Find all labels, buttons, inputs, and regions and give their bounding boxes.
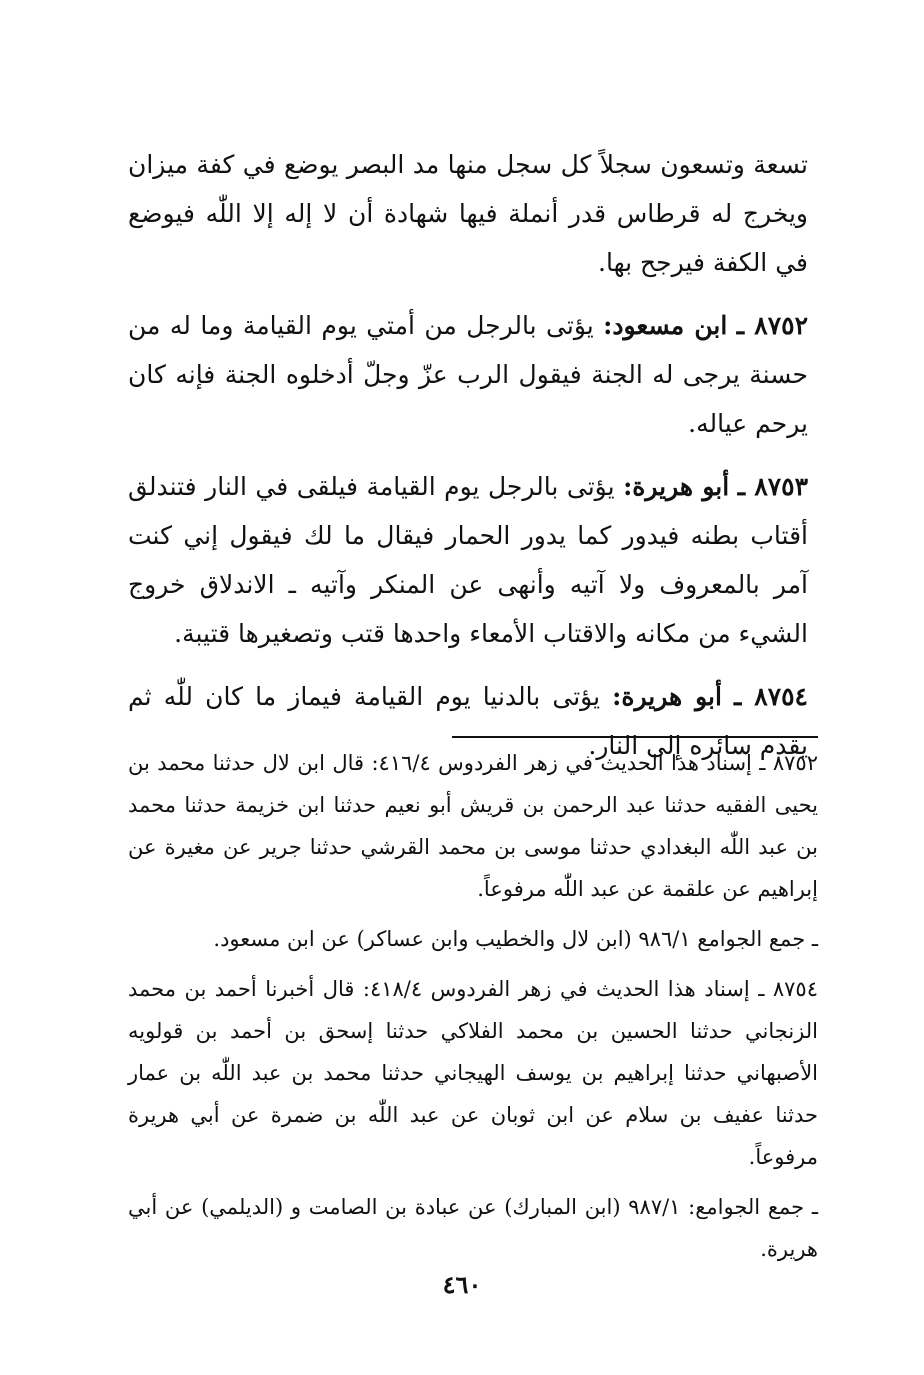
hadith-text: يؤتى بالرجل يوم القيامة فيلقى في النار فتندلق أقتاب بطنه فيدور كما يدور الحمار فيقال ما لك فيقول إني كنت آمر بالمعروف ولا آتيه وأنهى عن المنكر وآتيه ـ الاندلاق خروج الشيء من مكانه والاقتاب الأمعاء واحدها قتب وتصغيرها قتيبة. bbox=[128, 472, 808, 648]
intro-paragraph: تسعة وتسعون سجلاً كل سجل منها مد البصر يوضع في كفة ميزان ويخرج له قرطاس قدر أنملة فيها شهادة أن لا إله إلا اللّٰه فيوضع في الكفة فيرجح بها. bbox=[128, 150, 808, 277]
main-text bbox=[128, 140, 808, 784]
hadith-text: يؤتى بالدنيا يوم القيامة فيماز ما كان للّٰه ثم يقدم سائره إلى النار. bbox=[128, 682, 808, 760]
hadith-number: ٨٧٥٤ ـ bbox=[734, 682, 808, 711]
footnote-8754-isnad: ٨٧٥٤ ـ إسناد هذا الحديث في زهر الفردوس ٤١٨/٤: قال أخبرنا أحمد بن محمد الزنجاني حدثنا الحسين بن محمد الفلاكي حدثنا إسحق بن أحمد بن قولويه الأصبهاني حدثنا إبراهيم بن يوسف الهيجاني حدثنا محمد بن عبد اللّٰه بن عمار حدثنا عفيف بن سلام عن ابن ثوبان عن عبد اللّٰه بن ضمرة عن أبي هريرة مرفوعاً. bbox=[128, 977, 818, 1169]
footnote-8752-source: ـ جمع الجوامع ٩٨٦/١ (ابن لال والخطيب وابن عساكر) عن ابن مسعود. bbox=[213, 927, 818, 951]
footnotes bbox=[128, 742, 818, 1278]
hadith-number: ٨٧٥٢ ـ bbox=[736, 311, 809, 340]
hadith-8752 bbox=[128, 301, 808, 448]
hadith-8753 bbox=[128, 462, 808, 658]
hadith-narrator: أبو هريرة: bbox=[612, 682, 722, 711]
hadith-text: يؤتى بالرجل من أمتي يوم القيامة وما له من حسنة يرجى له الجنة فيقول الرب عزّ وجلّ أدخلوه الجنة فإنه كان يرحم عياله. bbox=[128, 311, 808, 438]
hadith-number: ٨٧٥٣ ـ bbox=[737, 472, 809, 501]
footnote-8752-isnad: ٨٧٥٢ ـ إسناد هذا الحديث في زهر الفردوس ٤١٦/٤: قال ابن لال حدثنا محمد بن يحيى الفقيه حدثنا عبد الرحمن بن قريش أبو نعيم حدثنا ابن خزيمة حدثنا محمد بن عبد اللّٰه البغدادي حدثنا موسى بن محمد القرشي حدثنا جرير عن مغيرة عن إبراهيم عن علقمة عن عبد اللّٰه مرفوعاً. bbox=[128, 751, 818, 901]
footnote-8754-source: ـ جمع الجوامع: ٩٨٧/١ (ابن المبارك) عن عبادة بن الصامت و (الديلمي) عن أبي هريرة. bbox=[128, 1195, 819, 1261]
page-number: ٤٦٠ bbox=[442, 1270, 482, 1299]
hadith-narrator: ابن مسعود: bbox=[603, 311, 728, 340]
footnote-separator bbox=[452, 736, 818, 738]
hadith-narrator: أبو هريرة: bbox=[623, 472, 730, 501]
